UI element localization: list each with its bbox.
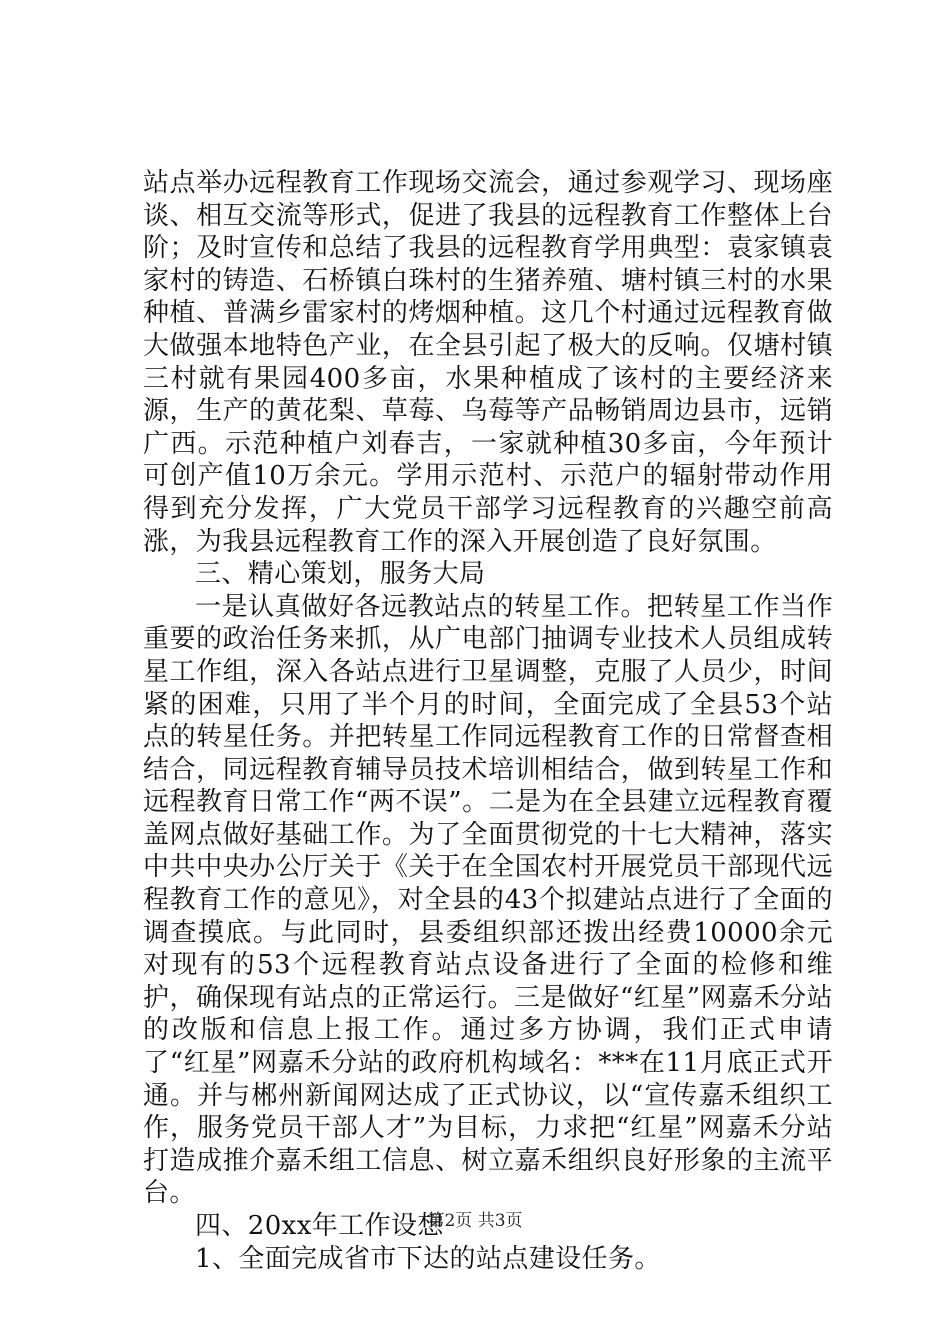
document-body [143, 167, 833, 1275]
paragraph-continuation: 站点举办远程教育工作现场交流会，通过参观学习、现场座谈、相互交流等形式，促进了我县的远程教育工作整体上台阶；及时宣传和总结了我县的远程教育学用典型：袁家镇袁家村的铸造、石桥镇白珠村的生猪养殖、塘村镇三村的水果种植、普满乡雷家村的烤烟种植。这几个村通过远程教育做大做强本地特色产业，在全县引起了极大的反响。仅塘村镇三村就有果园400多亩，水果种植成了该村的主要经济来源，生产的黄花梨、草莓、乌莓等产品畅销周边县市，远销广西。示范种植户刘春吉，一家就种植30多亩，今年预计可创产值10万余元。学用示范村、示范户的辐射带动作用得到充分发挥，广大党员干部学习远程教育的兴趣空前高涨，为我县远程教育工作的深入开展创造了良好氛围。 [143, 168, 833, 557]
page-number-footer: 第2页 共3页 [427, 1211, 523, 1231]
section-heading-four: 四、20xx年工作设想 [195, 1211, 444, 1241]
paragraph-section-three: 一是认真做好各远教站点的转星工作。把转星工作当作重要的政治任务来抓，从广电部门抽调专业技术人员组成转星工作组，深入各站点进行卫星调整，克服了人员少，时间紧的困难，只用了半个月的时间，全面完成了全县53个站点的转星任务。并把转星工作同远程教育工作的日常督查相结合，同远程教育辅导员技术培训相结合，做到转星工作和远程教育日常工作“两不误”。二是为在全县建立远程教育覆盖网点做好基础工作。为了全面贯彻党的十七大精神，落实中共中央办公厅关于《关于在全国农村开展党员干部现代远程教育工作的意见》，对全县的43个拟建站点进行了全面的调查摸底。与此同时，县委组织部还拨出经费10000余元对现有的53个远程教育站点设备进行了全面的检修和维护，确保现有站点的正常运行。三是做好“红星”网嘉禾分站的改版和信息上报工作。通过多方协调，我们正式申请了“红星”网嘉禾分站的政府机构域名：***在11月底正式开通。并与郴州新闻网达成了正式协议，以“宣传嘉禾组织工作，服务党员干部人才”为目标，力求把“红星”网嘉禾分站打造成推介嘉禾组工信息、树立嘉禾组织良好形象的主流平台。 [143, 591, 833, 1209]
list-item-one: 1、全面完成省市下达的站点建设任务。 [195, 1243, 661, 1274]
section-heading-three: 三、精心策划，服务大局 [195, 559, 486, 590]
